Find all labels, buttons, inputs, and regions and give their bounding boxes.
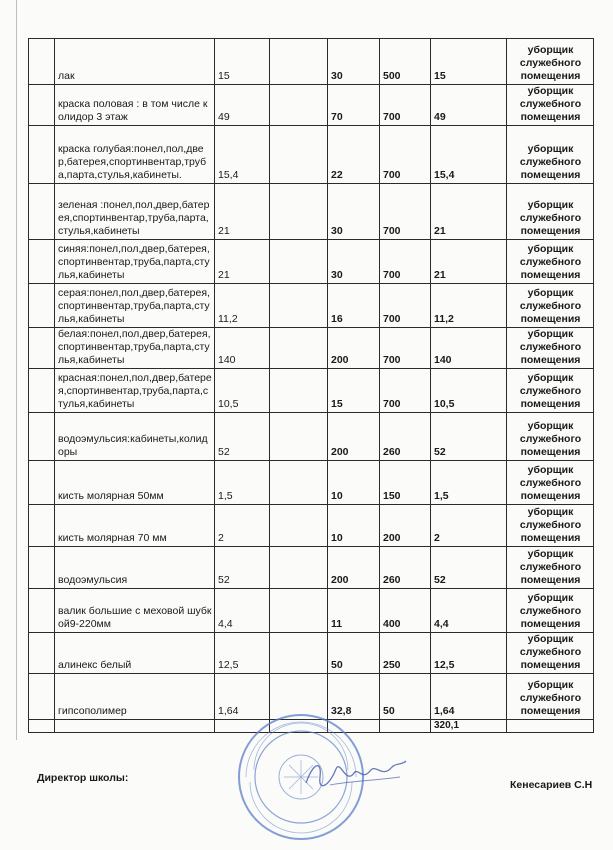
price-cell: 700 (380, 240, 431, 284)
table-row (29, 328, 594, 369)
amount-cell: 140 (431, 328, 507, 369)
table-row (29, 284, 594, 328)
blank-cell (270, 505, 328, 547)
quantity-cell: 1,5 (215, 461, 270, 505)
table-row (29, 461, 594, 505)
amount-cell: 11,2 (431, 284, 507, 328)
blank-cell (270, 240, 328, 284)
quantity-cell: 140 (215, 328, 270, 369)
value-cell: 11 (328, 589, 380, 633)
amount-cell: 12,5 (431, 633, 507, 674)
table-row (29, 633, 594, 674)
item-name-cell: краска голубая:понел,пол,двер,батерея,спортинвентар,труба,парта,стулья,кабинеты. (55, 126, 215, 184)
responsible-cell: уборщик служебного помещения (507, 505, 594, 547)
amount-cell: 1,5 (431, 461, 507, 505)
amount-cell: 21 (431, 240, 507, 284)
value-cell: 200 (328, 328, 380, 369)
row-index-cell (29, 240, 55, 284)
item-name-cell: водоэмульсия (55, 547, 215, 589)
table-row (29, 39, 594, 85)
director-label: Директор школы: (37, 772, 129, 784)
row-index-cell (29, 184, 55, 240)
quantity-cell: 52 (215, 547, 270, 589)
item-name-cell: краска половая : в том числе колидор 3 этаж (55, 85, 215, 126)
amount-cell: 2 (431, 505, 507, 547)
quantity-cell: 2 (215, 505, 270, 547)
item-name-cell: красная:понел,пол,двер,батерея,спортинвентар,труба,парта,стулья,кабинеты (55, 369, 215, 413)
page-margin-rule (16, 0, 17, 740)
price-cell: 700 (380, 126, 431, 184)
blank-cell (270, 126, 328, 184)
value-cell: 30 (328, 240, 380, 284)
blank-cell (270, 328, 328, 369)
blank-cell (270, 284, 328, 328)
row-index-cell (29, 369, 55, 413)
value-cell: 200 (328, 413, 380, 461)
table-row (29, 547, 594, 589)
table-row (29, 369, 594, 413)
price-cell: 150 (380, 461, 431, 505)
blank-cell (270, 85, 328, 126)
item-name-cell: гипсополимер (55, 674, 215, 720)
amount-cell: 52 (431, 547, 507, 589)
blank-cell (270, 413, 328, 461)
row-index-cell (29, 328, 55, 369)
table-row (29, 413, 594, 461)
row-index-cell (29, 39, 55, 85)
item-name-cell: лак (55, 39, 215, 85)
blank-cell (270, 589, 328, 633)
price-cell: 260 (380, 413, 431, 461)
item-name-cell: синяя:понел,пол,двер,батерея,спортинвентар,труба,парта,стулья,кабинеты (55, 240, 215, 284)
item-name-cell: кисть молярная 70 мм (55, 505, 215, 547)
total-blank-cell (507, 720, 594, 733)
signer-name: Кенесариев С.Н (510, 779, 593, 791)
value-cell: 30 (328, 184, 380, 240)
price-cell: 250 (380, 633, 431, 674)
responsible-cell: уборщик служебного помещения (507, 240, 594, 284)
total-value: 320,1 (431, 720, 507, 733)
quantity-cell: 4,4 (215, 589, 270, 633)
price-cell: 700 (380, 184, 431, 240)
price-cell: 200 (380, 505, 431, 547)
amount-cell: 10,5 (431, 369, 507, 413)
amount-cell: 52 (431, 413, 507, 461)
quantity-cell: 21 (215, 240, 270, 284)
blank-cell (270, 39, 328, 85)
responsible-cell: уборщик служебного помещения (507, 461, 594, 505)
quantity-cell: 15,4 (215, 126, 270, 184)
total-blank-cell (380, 720, 431, 733)
quantity-cell: 21 (215, 184, 270, 240)
row-index-cell (29, 413, 55, 461)
blank-cell (270, 633, 328, 674)
amount-cell: 49 (431, 85, 507, 126)
value-cell: 50 (328, 633, 380, 674)
price-cell: 700 (380, 85, 431, 126)
table-row (29, 184, 594, 240)
amount-cell: 15,4 (431, 126, 507, 184)
responsible-cell: уборщик служебного помещения (507, 633, 594, 674)
value-cell: 200 (328, 547, 380, 589)
quantity-cell: 49 (215, 85, 270, 126)
row-index-cell (29, 547, 55, 589)
row-index-cell (29, 633, 55, 674)
item-name-cell: алинекс белый (55, 633, 215, 674)
amount-cell: 4,4 (431, 589, 507, 633)
item-name-cell: белая:понел,пол,двер,батерея,спортинвентар,труба,парта,стулья,кабинеты (55, 328, 215, 369)
row-index-cell (29, 674, 55, 720)
responsible-cell: уборщик служебного помещения (507, 284, 594, 328)
quantity-cell: 11,2 (215, 284, 270, 328)
price-cell: 400 (380, 589, 431, 633)
row-index-cell (29, 284, 55, 328)
blank-cell (270, 461, 328, 505)
row-index-cell (29, 589, 55, 633)
item-name-cell: серая:понел,пол,двер,батерея,спортинвентар,труба,парта,стулья,кабинеты (55, 284, 215, 328)
quantity-cell: 10,5 (215, 369, 270, 413)
row-index-cell (29, 461, 55, 505)
row-index-cell (29, 505, 55, 547)
materials-table-body (29, 39, 594, 733)
quantity-cell: 12,5 (215, 633, 270, 674)
price-cell: 50 (380, 674, 431, 720)
amount-cell: 21 (431, 184, 507, 240)
quantity-cell: 1,64 (215, 674, 270, 720)
quantity-cell: 52 (215, 413, 270, 461)
row-index-cell (29, 126, 55, 184)
table-row (29, 589, 594, 633)
value-cell: 15 (328, 369, 380, 413)
item-name-cell: водоэмульсия:кабинеты,колидоры (55, 413, 215, 461)
blank-cell (270, 369, 328, 413)
value-cell: 10 (328, 461, 380, 505)
quantity-cell: 15 (215, 39, 270, 85)
price-cell: 700 (380, 284, 431, 328)
blank-cell (270, 547, 328, 589)
table-row (29, 85, 594, 126)
row-index-cell (29, 85, 55, 126)
total-blank-cell (55, 720, 215, 733)
responsible-cell: уборщик служебного помещения (507, 589, 594, 633)
responsible-cell: уборщик служебного помещения (507, 184, 594, 240)
table-row (29, 505, 594, 547)
responsible-cell: уборщик служебного помещения (507, 126, 594, 184)
value-cell: 16 (328, 284, 380, 328)
value-cell: 22 (328, 126, 380, 184)
responsible-cell: уборщик служебного помещения (507, 547, 594, 589)
materials-table (28, 38, 594, 733)
price-cell: 500 (380, 39, 431, 85)
table-row (29, 240, 594, 284)
amount-cell: 15 (431, 39, 507, 85)
value-cell: 30 (328, 39, 380, 85)
responsible-cell: уборщик служебного помещения (507, 328, 594, 369)
price-cell: 700 (380, 328, 431, 369)
item-name-cell: валик большие с меховой шубкой9-220мм (55, 589, 215, 633)
item-name-cell: кисть молярная 50мм (55, 461, 215, 505)
price-cell: 260 (380, 547, 431, 589)
item-name-cell: зеленая :понел,пол,двер,батерея,спортинвентар,труба,парта,стулья,кабинеты (55, 184, 215, 240)
amount-cell: 1,64 (431, 674, 507, 720)
value-cell: 10 (328, 505, 380, 547)
total-blank-cell (29, 720, 55, 733)
price-cell: 700 (380, 369, 431, 413)
responsible-cell: уборщик служебного помещения (507, 413, 594, 461)
responsible-cell: уборщик служебного помещения (507, 39, 594, 85)
blank-cell (270, 184, 328, 240)
handwritten-signature-icon (300, 755, 410, 791)
responsible-cell: уборщик служебного помещения (507, 674, 594, 720)
responsible-cell: уборщик служебного помещения (507, 369, 594, 413)
responsible-cell: уборщик служебного помещения (507, 85, 594, 126)
table-row (29, 126, 594, 184)
value-cell: 70 (328, 85, 380, 126)
value-cell: 32,8 (328, 674, 380, 720)
